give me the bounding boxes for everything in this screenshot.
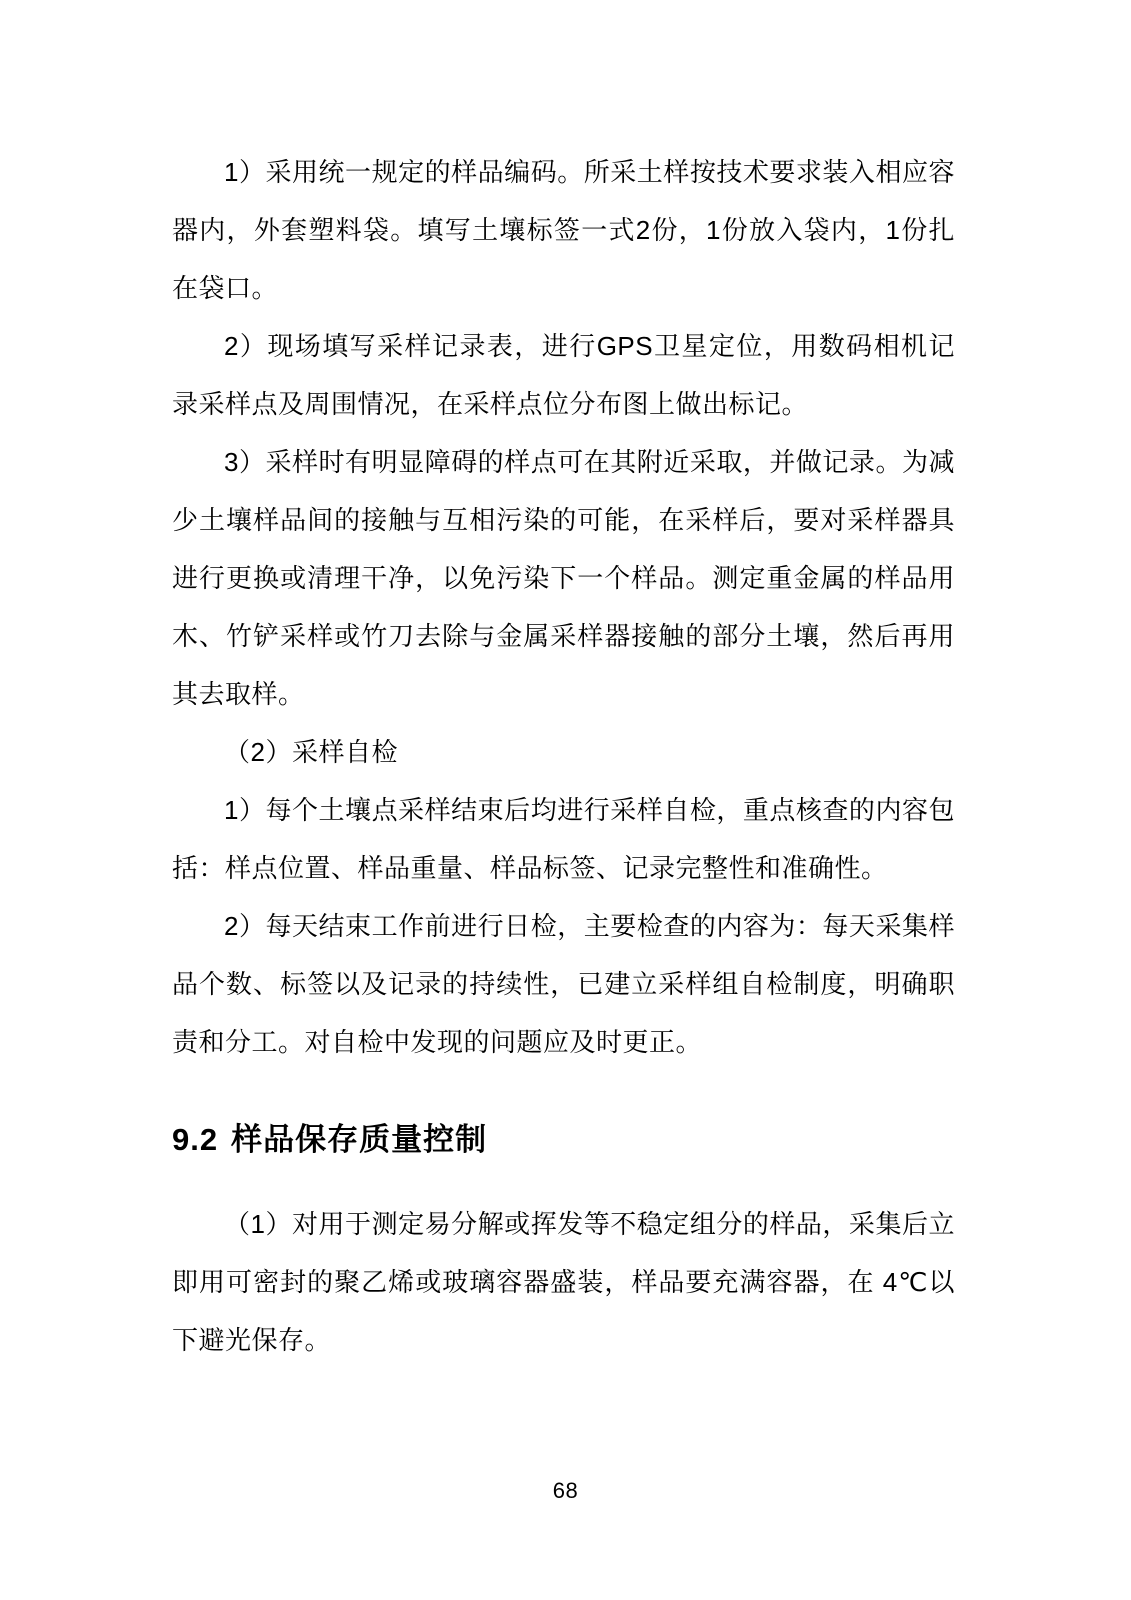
section-heading-title: 样品保存质量控制 bbox=[231, 1122, 488, 1157]
paragraph-sample-preservation: （1）对用于测定易分解或挥发等不稳定组分的样品，采集后立即用可密封的聚乙烯或玻璃容器盛装，样品要充满容器，在 4℃以下避光保存。 bbox=[172, 1209, 955, 1355]
paragraph-obstacle-sampling: 3）采样时有明显障碍的样点可在其附近采取，并做记录。为减少土壤样品间的接触与互相污染的可能，在采样后，要对采样器具进行更换或清理干净，以免污染下一个样品。测定重金属的样品用木、竹铲采样或竹刀去除与金属采样器接触的部分土壤，然后再用其去取样。 bbox=[172, 447, 955, 709]
paragraph-self-check-per-point: 1）每个土壤点采样结束后均进行采样自检，重点核查的内容包括：样点位置、样品重量、样品标签、记录完整性和准确性。 bbox=[172, 795, 955, 883]
paragraph-sample-coding: 1）采用统一规定的样品编码。所采土样按技术要求装入相应容器内，外套塑料袋。填写土壤标签一式2份，1份放入袋内，1份扎在袋口。 bbox=[172, 157, 955, 303]
page-body-text bbox=[172, 143, 955, 1369]
paragraph-sampling-self-check-subtitle: （2）采样自检 bbox=[224, 737, 398, 767]
page-number: 68 bbox=[552, 1478, 579, 1503]
section-heading bbox=[172, 1116, 955, 1164]
paragraph-sampling-record: 2）现场填写采样记录表，进行GPS卫星定位，用数码相机记录采样点及周围情况，在采样点位分布图上做出标记。 bbox=[172, 331, 955, 419]
section-heading-number: 9.2 bbox=[172, 1122, 219, 1157]
page-footer bbox=[0, 1478, 1131, 1504]
paragraph-daily-check: 2）每天结束工作前进行日检，主要检查的内容为：每天采集样品个数、标签以及记录的持续性，已建立采样组自检制度，明确职责和分工。对自检中发现的问题应及时更正。 bbox=[172, 911, 955, 1057]
